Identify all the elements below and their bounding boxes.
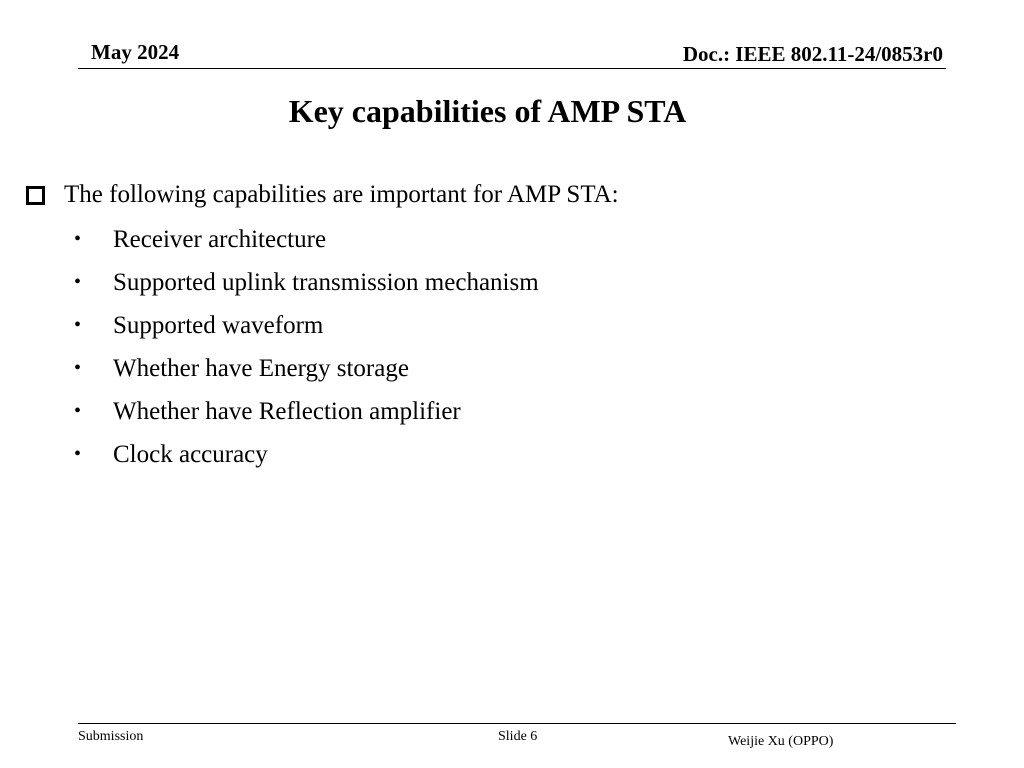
header-divider — [78, 68, 946, 69]
list-item-text: Clock accuracy — [113, 440, 268, 468]
list-item-text: Supported waveform — [113, 311, 324, 339]
list-item — [26, 218, 926, 261]
bullet-dot-icon: • — [74, 400, 82, 422]
list-item-text: Receiver architecture — [113, 225, 327, 253]
list-item — [26, 347, 926, 390]
bullet-dot-icon: • — [74, 314, 82, 336]
slide-title: Key capabilities of AMP STA — [288, 93, 687, 129]
header-date: May 2024 — [91, 40, 180, 64]
footer-author: Weijie Xu (OPPO) — [728, 734, 834, 749]
bullet-dot-icon: • — [74, 228, 82, 250]
lead-bullet — [26, 176, 926, 214]
slide-number: Slide 6 — [498, 729, 538, 744]
document-id: Doc.: IEEE 802.11-24/0853r0 — [682, 42, 943, 66]
capabilities-list — [26, 218, 926, 476]
footer-divider — [78, 723, 956, 724]
bullet-dot-icon: • — [74, 271, 82, 293]
square-bullet-icon — [26, 186, 45, 205]
list-item — [26, 390, 926, 433]
lead-text: The following capabilities are important for AMP STA: — [64, 181, 619, 208]
list-item — [26, 304, 926, 347]
list-item-text: Whether have Energy storage — [113, 354, 409, 382]
bullet-dot-icon: • — [74, 357, 82, 379]
footer-submission: Submission — [78, 729, 144, 744]
list-item — [26, 433, 926, 476]
bullet-dot-icon: • — [74, 443, 82, 465]
list-item-text: Whether have Reflection amplifier — [113, 397, 461, 425]
list-item-text: Supported uplink transmission mechanism — [113, 268, 539, 296]
list-item — [26, 261, 926, 304]
slide-body — [26, 176, 926, 476]
